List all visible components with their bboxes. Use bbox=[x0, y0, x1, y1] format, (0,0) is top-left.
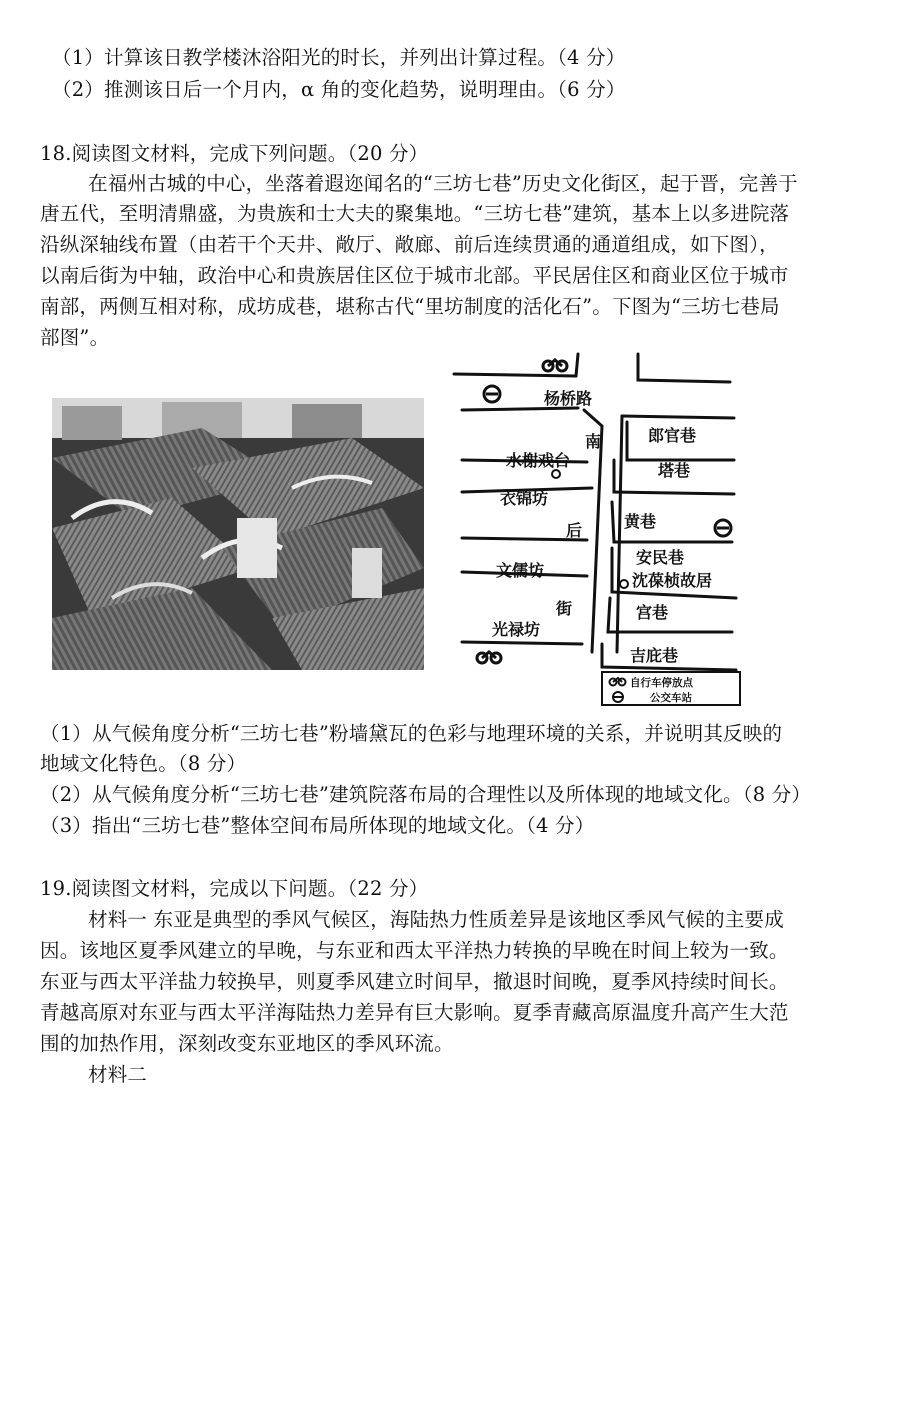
q18-sub-1: （1）从气候角度分析“三坊七巷”粉墙黛瓦的色彩与地理环境的关系，并说明其反映的 bbox=[40, 722, 783, 745]
bike-icon bbox=[477, 652, 501, 663]
label-anminxiang: 安民巷 bbox=[636, 548, 685, 567]
q18-para-line: 在福州古城的中心，坐落着遐迩闻名的“三坊七巷”历史文化街区，起于晋，完善于 bbox=[88, 172, 798, 195]
street-char: 南 bbox=[585, 432, 602, 451]
label-shen-former-residence: 沈葆桢故居 bbox=[632, 571, 713, 590]
label-shuixie-stage: 水榭戏台 bbox=[506, 451, 571, 470]
q18-para-line: 沿纵深轴线布置（由若干个天井、敞厅、敞廊、前后连续贯通的通道组成，如下图）， bbox=[40, 233, 779, 256]
bike-icon bbox=[610, 678, 626, 686]
label-jibixiang: 吉庇巷 bbox=[630, 646, 679, 665]
q19-para-line: 材料一 东亚是典型的季风气候区，海陆热力性质差异是该地区季风气候的主要成 bbox=[88, 908, 784, 931]
q18-sub-1-cont: 地域文化特色。（8 分） bbox=[40, 752, 247, 775]
q19-para-line: 东亚与西太平洋盐力较换早，则夏季风建立时间早，撤退时间晚，夏季风持续时间长。 bbox=[40, 970, 789, 993]
q18-heading: 18.阅读图文材料，完成下列问题。（20 分） bbox=[40, 142, 429, 165]
q19-para-line: 因。该地区夏季风建立的早晚，与东亚和西太平洋热力转换的早晚在时间上较为一致。 bbox=[40, 939, 789, 962]
q18-sub-2: （2）从气候角度分析“三坊七巷”建筑院落布局的合理性以及所体现的地域文化。（8 分） bbox=[40, 783, 812, 806]
label-taxiang: 塔巷 bbox=[658, 461, 691, 480]
q19-material-2-label: 材料二 bbox=[88, 1063, 148, 1086]
label-gongxiang: 宫巷 bbox=[636, 603, 669, 622]
bus-stop-icon bbox=[484, 386, 500, 402]
q18-para-line: 南部，两侧互相对称，成坊成巷，堪称古代“里坊制度的活化石”。下图为“三坊七巷局 bbox=[40, 295, 780, 318]
q19-heading: 19.阅读图文材料，完成以下问题。（22 分） bbox=[40, 877, 429, 900]
street-char: 后 bbox=[566, 521, 583, 540]
legend-bus-label: 公交车站 bbox=[650, 692, 692, 704]
prev-question-1: （1）计算该日教学楼沐浴阳光的时长，并列出计算过程。（4 分） bbox=[52, 46, 626, 69]
q18-para-line: 部图”。 bbox=[40, 326, 110, 349]
label-langguanxiang: 郎官巷 bbox=[648, 426, 697, 445]
bus-stop-icon bbox=[715, 520, 731, 536]
label-guanglufang: 光禄坊 bbox=[492, 620, 541, 639]
q18-para-line: 以南后街为中轴，政治中心和贵族居住区位于城市北部。平民居住区和商业区位于城市 bbox=[40, 264, 789, 287]
prev-question-2: （2）推测该日后一个月内，α 角的变化趋势，说明理由。（6 分） bbox=[52, 78, 626, 101]
map-legend bbox=[602, 672, 740, 705]
legend-bike-label: 自行车停放点 bbox=[630, 677, 693, 689]
road-label-yangqiao: 杨桥路 bbox=[544, 389, 593, 408]
rooftops-photo bbox=[52, 398, 424, 670]
label-yijinfang: 衣锦坊 bbox=[500, 489, 549, 508]
stage-marker-icon bbox=[552, 470, 560, 478]
q18-sub-3: （3）指出“三坊七巷”整体空间布局所体现的地域文化。（4 分） bbox=[40, 814, 595, 837]
bus-stop-icon bbox=[613, 692, 623, 702]
label-huangxiang: 黄巷 bbox=[624, 512, 657, 531]
bike-icon bbox=[543, 360, 567, 371]
q19-para-line: 围的加热作用，深刻改变东亚地区的季风环流。 bbox=[40, 1032, 454, 1055]
sanfang-qixiang-map bbox=[452, 352, 747, 707]
street-char: 街 bbox=[556, 599, 573, 618]
q18-para-line: 唐五代，至明清鼎盛，为贵族和士大夫的聚集地。“三坊七巷”建筑，基本上以多进院落 bbox=[40, 202, 790, 225]
q19-para-line: 青越高原对东亚与西太平洋海陆热力差异有巨大影响。夏季青藏高原温度升高产生大范 bbox=[40, 1001, 789, 1024]
label-wenrufang: 文儒坊 bbox=[496, 561, 545, 580]
house-marker-icon bbox=[620, 580, 628, 588]
